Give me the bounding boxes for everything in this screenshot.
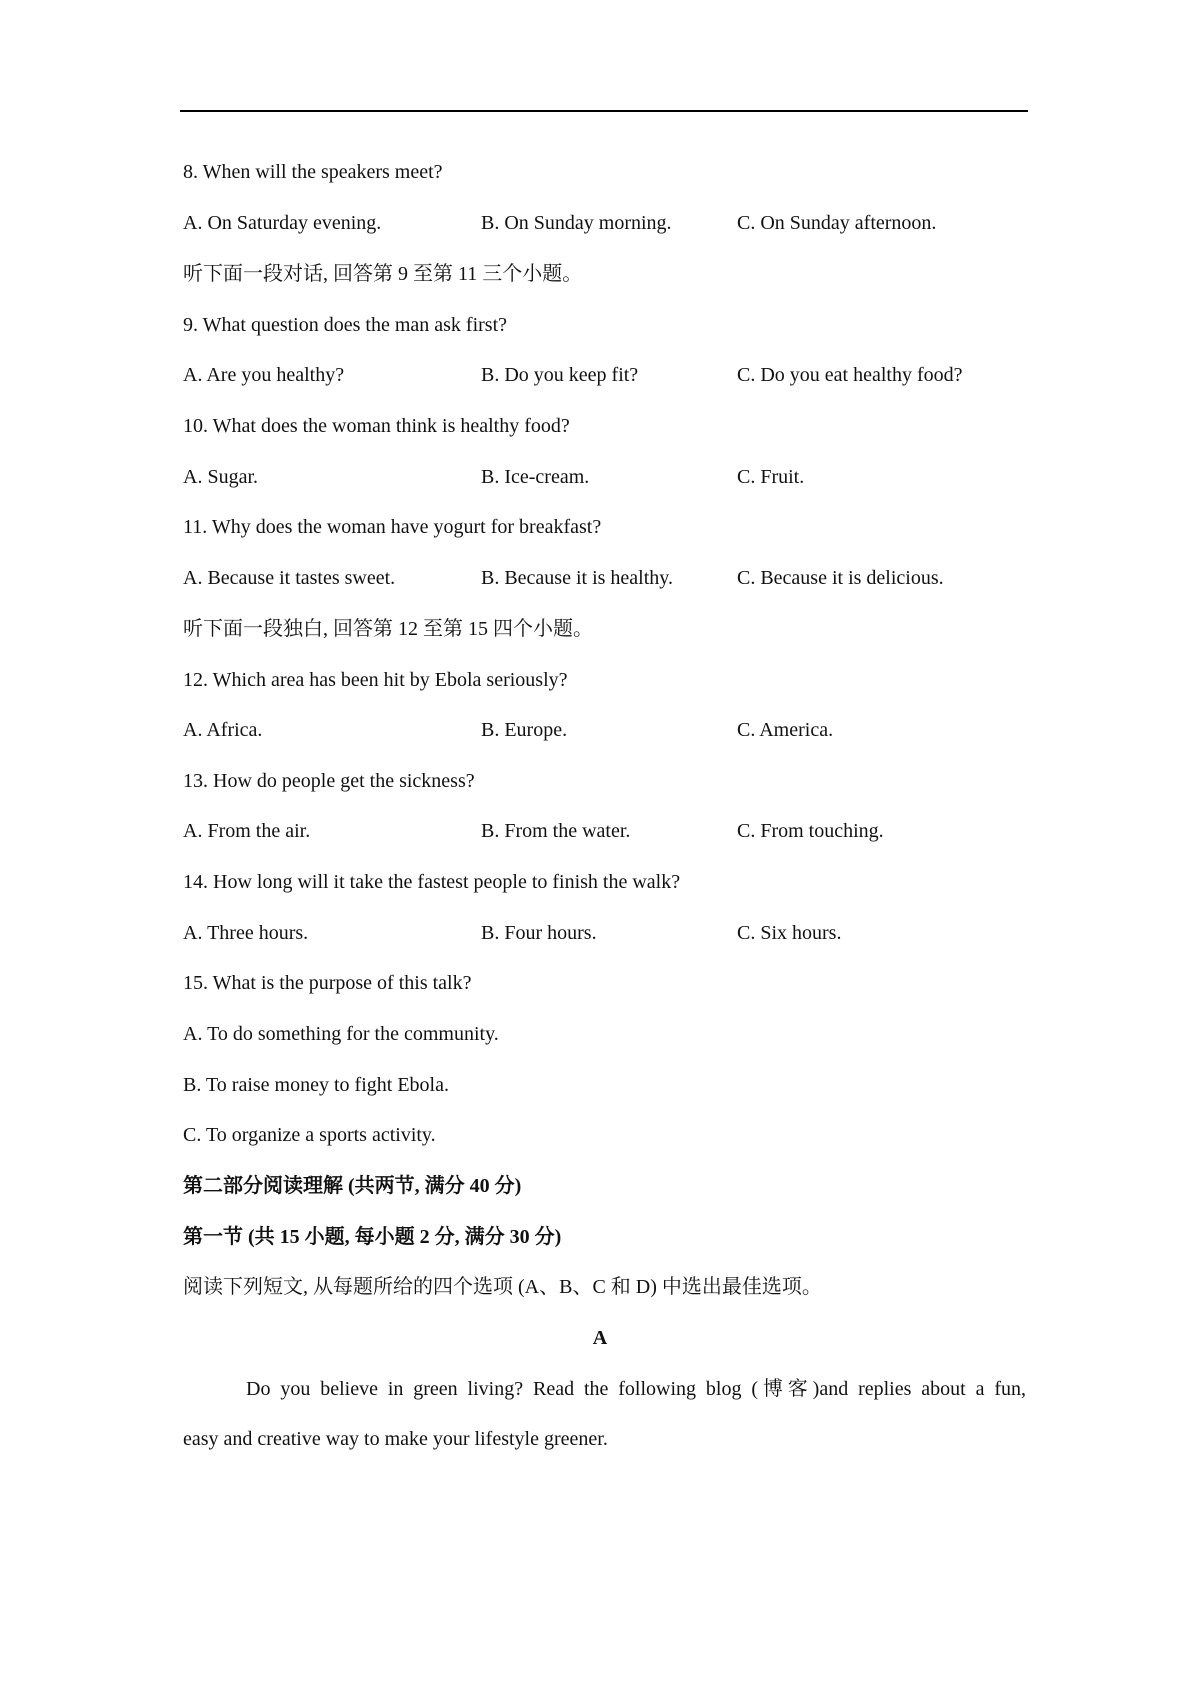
q13-stem: 13. How do people get the sickness? (183, 770, 475, 792)
q11-stem: 11. Why does the woman have yogurt for breakfast? (183, 516, 602, 538)
q15-stem: 15. What is the purpose of this talk? (183, 972, 472, 994)
q9-option-b: B. Do you keep fit? (481, 364, 639, 386)
q15-option-a: A. To do something for the community. (183, 1023, 499, 1045)
q10-option-a: A. Sugar. (183, 466, 258, 488)
reading-instruction: 阅读下列短文, 从每题所给的四个选项 (A、B、C 和 D) 中选出最佳选项。 (183, 1276, 822, 1298)
q10-stem: 10. What does the woman think is healthy food? (183, 415, 570, 437)
q13-option-c: C. From touching. (737, 820, 884, 842)
q8-option-b: B. On Sunday morning. (481, 212, 672, 234)
instruction-12-15: 听下面一段独白, 回答第 12 至第 15 四个小题。 (183, 618, 593, 640)
passage-intro-line1: Do you believe in green living? Read the following blog (博客)and replies about a fun, (246, 1378, 1026, 1400)
q13-option-b: B. From the water. (481, 820, 631, 842)
q14-option-a: A. Three hours. (183, 922, 309, 944)
q10-option-b: B. Ice-cream. (481, 466, 590, 488)
q14-option-c: C. Six hours. (737, 922, 842, 944)
header-rule (180, 110, 1028, 112)
q14-stem: 14. How long will it take the fastest people to finish the walk? (183, 871, 681, 893)
section1-title: 第一节 (共 15 小题, 每小题 2 分, 满分 30 分) (183, 1226, 562, 1248)
q8-stem: 8. When will the speakers meet? (183, 161, 443, 183)
q10-option-c: C. Fruit. (737, 466, 805, 488)
q13-option-a: A. From the air. (183, 820, 311, 842)
q9-option-a: A. Are you healthy? (183, 364, 345, 386)
q12-stem: 12. Which area has been hit by Ebola seriously? (183, 669, 568, 691)
q11-option-b: B. Because it is healthy. (481, 567, 673, 589)
q14-option-b: B. Four hours. (481, 922, 597, 944)
q8-option-a: A. On Saturday evening. (183, 212, 382, 234)
q9-option-c: C. Do you eat healthy food? (737, 364, 963, 386)
q11-option-a: A. Because it tastes sweet. (183, 567, 396, 589)
q9-stem: 9. What question does the man ask first? (183, 314, 508, 336)
q15-option-b: B. To raise money to fight Ebola. (183, 1074, 449, 1096)
passage-intro-line2: easy and creative way to make your lifestyle greener. (183, 1428, 608, 1450)
part2-title: 第二部分阅读理解 (共两节, 满分 40 分) (183, 1175, 522, 1197)
q12-option-a: A. Africa. (183, 719, 263, 741)
instruction-9-11: 听下面一段对话, 回答第 9 至第 11 三个小题。 (183, 263, 583, 285)
q12-option-c: C. America. (737, 719, 834, 741)
q11-option-c: C. Because it is delicious. (737, 567, 944, 589)
passage-label: A (592, 1327, 608, 1349)
q15-option-c: C. To organize a sports activity. (183, 1124, 436, 1146)
q8-option-c: C. On Sunday afternoon. (737, 212, 937, 234)
q12-option-b: B. Europe. (481, 719, 568, 741)
